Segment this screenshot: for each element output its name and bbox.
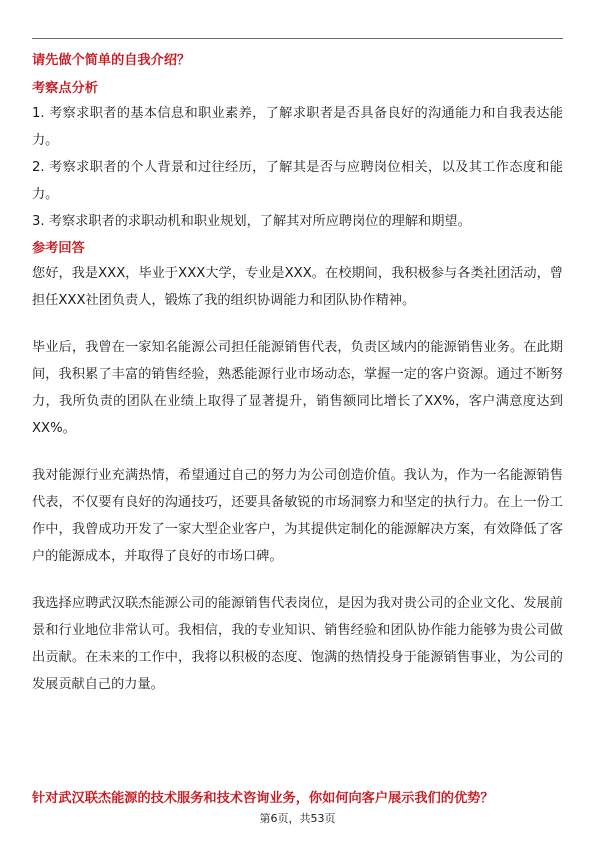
answer-paragraph: 毕业后，我曾在一家知名能源公司担任能源销售代表，负责区域内的能源销售业务。在此期间，我积累了丰富的销售经验，熟悉能源行业市场动态，掌握一定的客户资源。通过不断努力，我所负责的团队在业绩上取得了显著提升，销售额同比增长了XX%，客户满意度达到XX%。 <box>32 340 563 436</box>
answer-paragraph: 您好，我是XXX，毕业于XXX大学，专业是XXX。在校期间，我积极参与各类社团活动，曾担任XXX社团负责人，锻炼了我的组织协调能力和团队协作精神。 <box>32 266 563 308</box>
analysis-heading: 考察点分析 <box>32 81 98 96</box>
paragraph-gap <box>32 314 563 334</box>
analysis-point: 2. 考察求职者的个人背景和过往经历，了解其是否与应聘岗位相关，以及其工作态度和能力。 <box>32 160 563 202</box>
paragraph-gap <box>32 442 563 462</box>
answer-heading: 参考回答 <box>32 241 85 256</box>
next-question-heading: 针对武汉联杰能源的技术服务和技术咨询业务，你如何向客户展示我们的优势？ <box>32 791 494 806</box>
paragraph-gap <box>32 570 563 590</box>
question-heading: 请先做个简单的自我介绍？ <box>32 53 191 68</box>
analysis-point: 3. 考察求职者的求职动机和职业规划，了解其对所应聘岗位的理解和期望。 <box>32 214 471 229</box>
document-body <box>32 50 563 698</box>
header-rule <box>32 38 563 39</box>
answer-paragraph: 我对能源行业充满热情，希望通过自己的努力为公司创造价值。我认为，作为一名能源销售代表，不仅要有良好的沟通技巧，还要具备敏锐的市场洞察力和坚定的执行力。在上一份工作中，我曾成功开发了一家大型企业客户，为其提供定制化的能源解决方案，有效降低了客户的能源成本，并取得了良好的市场口碑。 <box>32 468 563 564</box>
page-number: 第6页，共53页 <box>259 812 336 825</box>
answer-paragraph: 我选择应聘武汉联杰能源公司的能源销售代表岗位，是因为我对贵公司的企业文化、发展前景和行业地位非常认可。我相信，我的专业知识、销售经验和团队协作能力能够为贵公司做出贡献。在未来的工作中，我将以积极的态度、饱满的热情投身于能源销售事业，为公司的发展贡献自己的力量。 <box>32 596 563 692</box>
analysis-point: 1. 考察求职者的基本信息和职业素养，了解求职者是否具备良好的沟通能力和自我表达能力。 <box>32 106 563 148</box>
